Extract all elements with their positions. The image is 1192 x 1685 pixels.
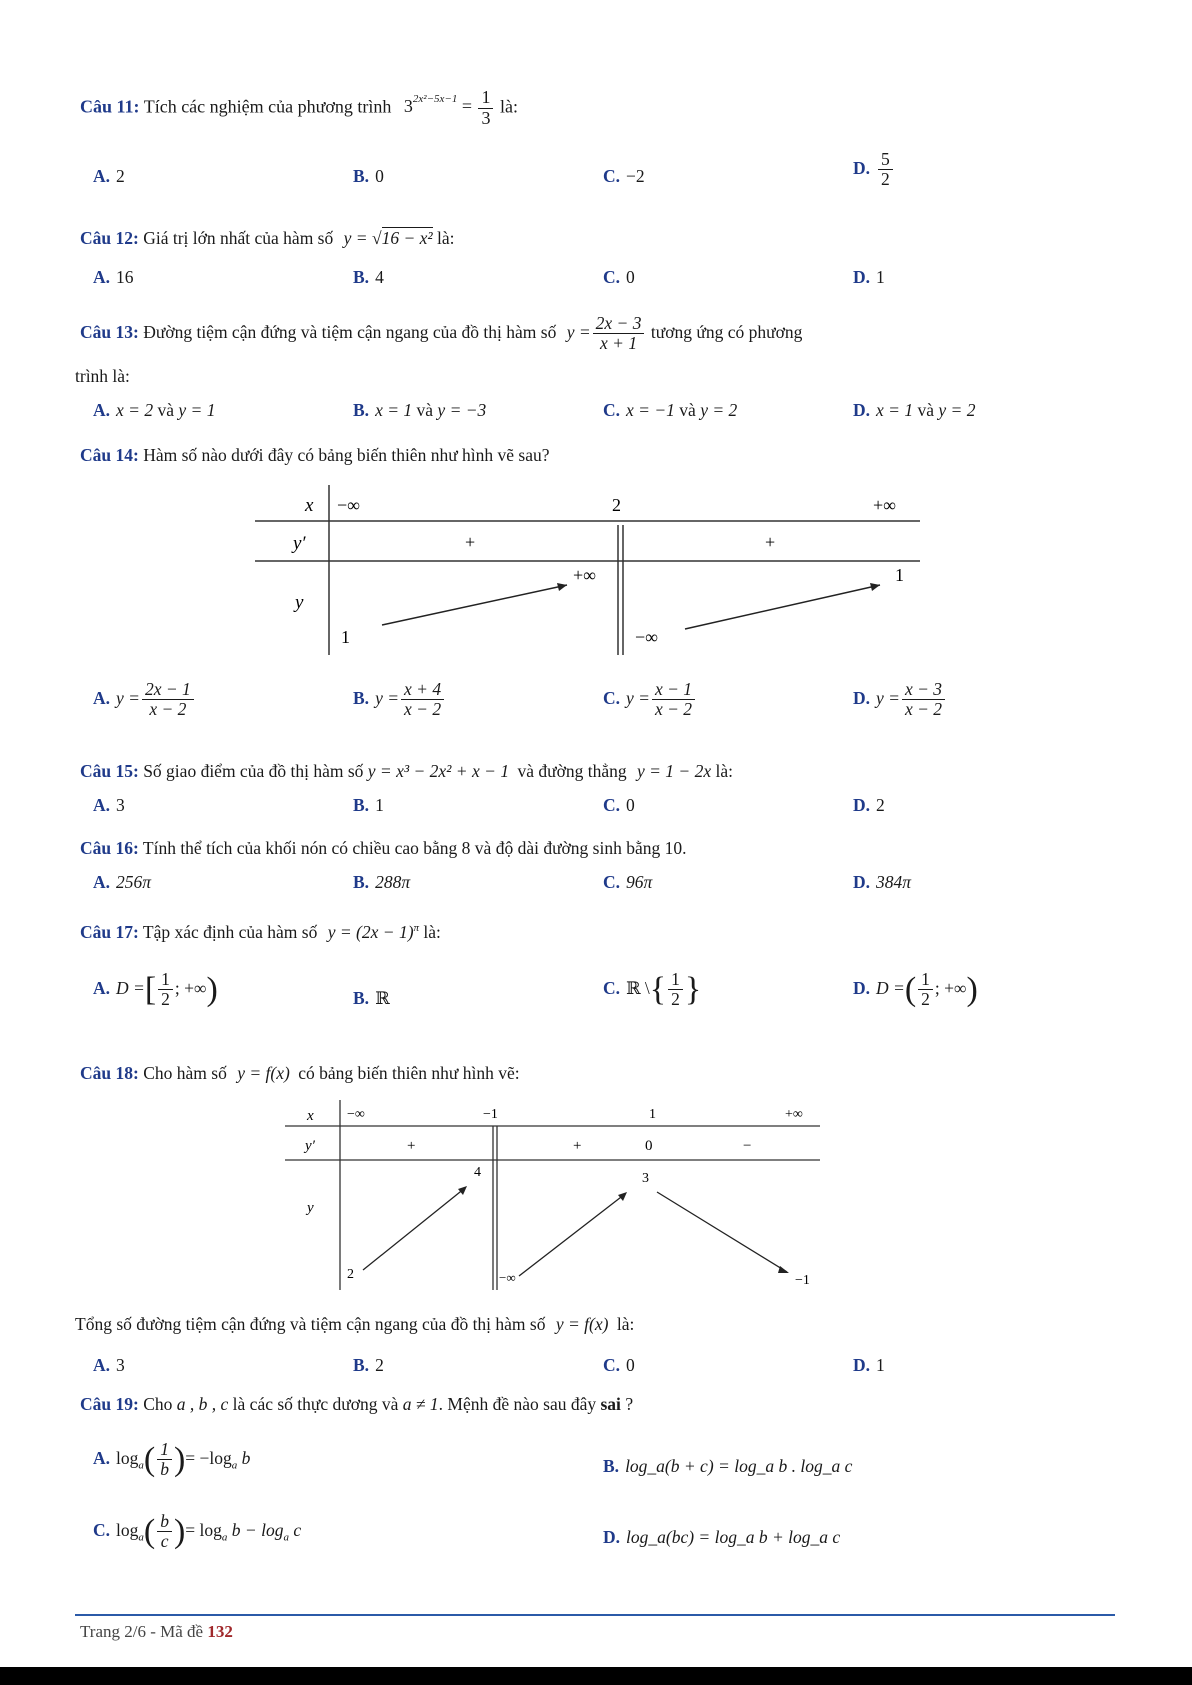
- svg-text:+: +: [573, 1138, 582, 1154]
- svg-text:x: x: [307, 1108, 314, 1124]
- q14-option-a[interactable]: A. y = $\frac{2x - 1}{x - 2}$: [93, 680, 196, 720]
- q14-sign-0: +: [465, 532, 476, 552]
- svg-text:−∞: −∞: [499, 1270, 516, 1285]
- q14-arrow-right: [685, 585, 880, 629]
- footer-code: 132: [207, 1622, 233, 1641]
- svg-text:3: 3: [642, 1171, 649, 1186]
- q13-stem: Câu 13: Đường tiệm cận đứng và tiệm cận ngang của đồ thị hàm số y = $\frac{2x - 3}{x + 1}$ tương ứng có phương: [80, 313, 803, 354]
- q11-label: Câu 11:: [80, 96, 140, 117]
- footer: [80, 1622, 233, 1642]
- svg-text:2: 2: [347, 1267, 354, 1282]
- q11-text: Tích các nghiệm của phương trình: [143, 96, 392, 117]
- svg-text:y: y: [307, 1200, 314, 1216]
- q14-x-label: x: [305, 495, 314, 516]
- q18-option-a[interactable]: A. 3: [93, 1355, 125, 1375]
- q18-variation-table: [285, 1100, 825, 1290]
- q19-option-b[interactable]: B. log_a(b + c) = log_a b . log_a c: [603, 1456, 853, 1476]
- q17-option-c[interactable]: C. ℝ \{ $\frac{1}{2}$ }: [603, 969, 702, 1010]
- q18-option-b[interactable]: B. 2: [353, 1355, 384, 1375]
- q12-stem: Câu 12: Giá trị lớn nhất của hàm số y = √16 − x² là:: [80, 228, 455, 248]
- svg-text:−1: −1: [795, 1273, 810, 1288]
- svg-text:−: −: [743, 1138, 752, 1154]
- q11-option-c[interactable]: C. −2: [603, 166, 645, 186]
- q11-option-a[interactable]: A. 2: [93, 166, 125, 186]
- q13-stem-line2: trình là:: [75, 366, 130, 386]
- q13-option-a[interactable]: A. x = 2 và y = 1: [93, 400, 216, 420]
- q18-option-d[interactable]: D. 1: [853, 1355, 885, 1375]
- q15-stem: Câu 15: Số giao điểm của đồ thị hàm số y = x³ − 2x² + x − 1 và đường thẳng y = 1 − 2x là:: [80, 761, 733, 781]
- q14-y-label: y: [295, 592, 304, 613]
- q17-option-a[interactable]: A. D =[ $\frac{1}{2}$ ; +∞): [93, 969, 218, 1010]
- q16-option-d[interactable]: D. 384π: [853, 872, 912, 892]
- q13-option-d[interactable]: D. x = 1 và y = 2: [853, 400, 976, 420]
- q18-option-c[interactable]: C. 0: [603, 1355, 635, 1375]
- q12-option-a[interactable]: A. 16: [93, 267, 134, 287]
- q13-option-c[interactable]: C. x = −1 và y = 2: [603, 400, 738, 420]
- svg-text:y′: y′: [305, 1138, 315, 1154]
- q17-option-d[interactable]: D. D =( $\frac{1}{2}$ ; +∞): [853, 969, 978, 1010]
- svg-text:0: 0: [645, 1138, 653, 1154]
- q16-option-a[interactable]: A. 256π: [93, 872, 152, 892]
- q12-option-b[interactable]: B. 4: [353, 267, 384, 287]
- q19-stem: Câu 19: Cho a , b , c là các số thực dương và a ≠ 1. Mệnh đề nào sau đây sai ?: [80, 1394, 634, 1414]
- q11-tail: là:: [499, 96, 518, 117]
- svg-text:+∞: +∞: [785, 1107, 803, 1122]
- bottom-bar: [0, 1667, 1192, 1685]
- q15-option-c[interactable]: C. 0: [603, 795, 635, 815]
- q19-option-a[interactable]: A. $\log_a$( $\frac{1}{b}$ )= $-\log_a$ b: [93, 1439, 251, 1480]
- q19-option-c[interactable]: C. $\log_a$( $\frac{b}{c}$ )= $\log_a b - \log_a c$: [93, 1511, 302, 1552]
- q14-y-right-end: 1: [895, 565, 904, 585]
- q19-option-d[interactable]: D. log_a(bc) = log_a b + log_a c: [603, 1527, 841, 1547]
- svg-text:−1: −1: [483, 1107, 498, 1122]
- footer-rule: [75, 1614, 1115, 1616]
- svg-text:+: +: [407, 1138, 416, 1154]
- q14-option-c[interactable]: C. y = $\frac{x - 1}{x - 2}$: [603, 680, 697, 720]
- q15-option-a[interactable]: A. 3: [93, 795, 125, 815]
- q15-option-b[interactable]: B. 1: [353, 795, 384, 815]
- q14-y-left-start: 1: [341, 627, 350, 647]
- q16-stem: Câu 16: Tính thể tích của khối nón có chiều cao bằng 8 và độ dài đường sinh bằng 10.: [80, 838, 687, 858]
- q14-variation-table: [255, 485, 925, 655]
- q14-stem: Câu 14: Hàm số nào dưới đây có bảng biến thiên như hình vẽ sau?: [80, 445, 550, 465]
- q15-option-d[interactable]: D. 2: [853, 795, 885, 815]
- q14-y-right-start: −∞: [635, 627, 658, 647]
- q12-option-d[interactable]: D. 1: [853, 267, 885, 287]
- q14-arrow-left: [382, 585, 567, 625]
- q16-option-b[interactable]: B. 288π: [353, 872, 411, 892]
- footer-page: Trang 2/6 - Mã đề: [80, 1622, 204, 1641]
- q14-x-val-0: −∞: [337, 495, 360, 515]
- q11-stem: [80, 88, 518, 129]
- q14-x-val-2: +∞: [873, 495, 896, 515]
- svg-text:1: 1: [649, 1107, 656, 1122]
- q13-option-b[interactable]: B. x = 1 và y = −3: [353, 400, 487, 420]
- q14-yprime-label: y′: [293, 533, 306, 554]
- q17-stem: Câu 17: Tập xác định của hàm số $y = (2x - 1)^\pi$ là:: [80, 922, 441, 942]
- q11-option-d[interactable]: D. $\frac{5}{2}$: [853, 150, 895, 190]
- q12-option-c[interactable]: C. 0: [603, 267, 635, 287]
- svg-text:4: 4: [474, 1165, 481, 1180]
- q14-option-d[interactable]: D. y = $\frac{x - 3}{x - 2}$: [853, 680, 947, 720]
- q11-option-b[interactable]: B. 0: [353, 166, 384, 186]
- q17-option-b[interactable]: B. ℝ: [353, 988, 390, 1008]
- svg-text:−∞: −∞: [347, 1107, 365, 1122]
- q11-equation: $3^{2x^2-5x-1}$ = $\frac{1}{3}$: [404, 96, 500, 116]
- q18-question: Tổng số đường tiệm cận đứng và tiệm cận ngang của đồ thị hàm số y = f(x) là:: [75, 1314, 635, 1334]
- q14-x-val-1: 2: [612, 495, 621, 515]
- q14-sign-1: +: [765, 532, 776, 552]
- q14-y-left-end: +∞: [573, 565, 596, 585]
- q14-option-b[interactable]: B. y = $\frac{x + 4}{x - 2}$: [353, 680, 446, 720]
- q18-stem: Câu 18: Cho hàm số y = f(x) có bảng biến thiên như hình vẽ:: [80, 1063, 520, 1083]
- q16-option-c[interactable]: C. 96π: [603, 872, 653, 892]
